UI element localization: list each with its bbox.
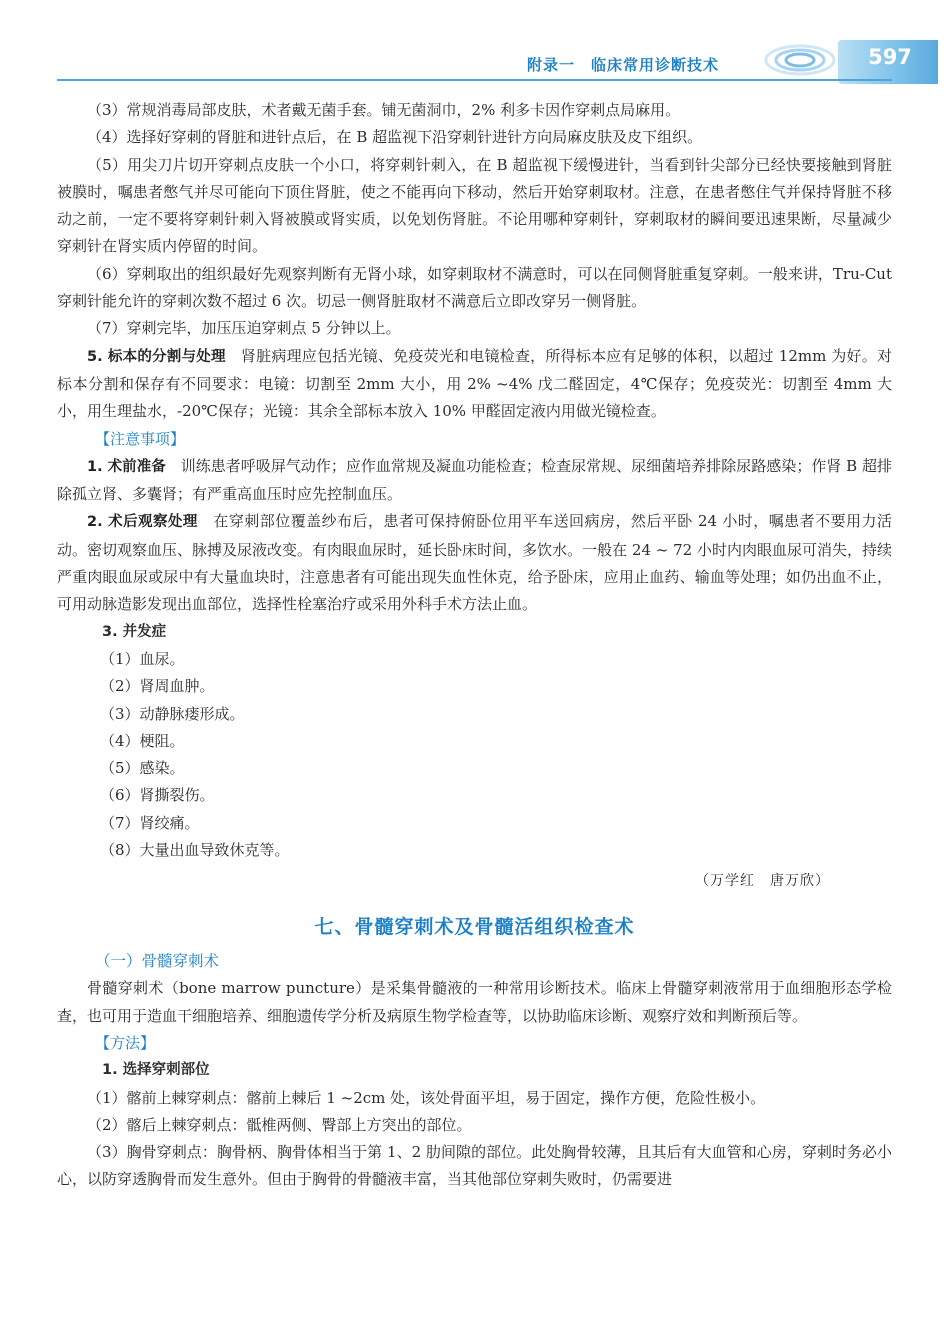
specimen-heading: 5. 标本的分割与处理 — [87, 348, 226, 365]
renal-step-3: （3）常规消毒局部皮肤，术者戴无菌手套。铺无菌洞巾，2% 利多卡因作穿刺点局麻用。 — [87, 101, 681, 119]
complication-item: （3）动静脉瘘形成。 — [100, 704, 245, 723]
header-title: 附录一 临床常用诊断技术 — [527, 56, 720, 74]
marrow-intro: 骨髓穿刺术（bone marrow puncture）是采集骨髓液的一种常用诊断技术。临床上骨髓穿刺液常用于血细胞形态学检查，也可用于造血干细胞培养、细胞遗传学分析及病原生物学检查等，以协助临床诊断、观察疗效和判断预后等。 — [57, 979, 892, 1025]
complication-item: （4）梗阻。 — [100, 731, 185, 750]
pre-op-heading: 1. 术前准备 — [87, 458, 166, 475]
subsection-title: （一）骨髓穿刺术 — [95, 952, 220, 971]
renal-step-7: （7）穿刺完毕，加压压迫穿刺点 5 分钟以上。 — [87, 319, 401, 338]
header-divider — [57, 79, 892, 81]
post-op-text: 在穿刺部位覆盖纱布后，患者可保持俯卧位用平车送回病房，然后平卧 24 小时，嘱患者不要用力活动。密切观察血压、脉搏及尿液改变。有肉眼血尿时，延长卧床时间，多饮水。一般在 24 ~ 72 小时内肉眼血尿可消失，持续严重肉眼血尿或尿中有大量血块时，注意患者有可能出现失血性休克，给予卧床，应用止血药、输血等处理；如仍出血不止，可用动脉造影发现出血部位，选择性栓塞治疗或采用外科手术方法止血。 — [57, 512, 892, 614]
complication-item: （7）肾绞痛。 — [100, 813, 200, 832]
site-item: （3）胸骨穿刺点：胸骨柄、胸骨体相当于第 1、2 肋间隙的部位。此处胸骨较薄，且其后有大血管和心房，穿刺时务必小心，以防穿透胸骨而发生意外。但由于胸骨的骨髓液丰富，当其他部位穿刺失败时，仍需要进 — [57, 1143, 892, 1189]
page-number: 597 — [868, 45, 912, 69]
site-item: （1）髂前上棘穿刺点：髂前上棘后 1 ~2cm 处，该处骨面平坦，易于固定，操作方便，危险性极小。 — [87, 1088, 766, 1107]
complication-item: （6）肾撕裂伤。 — [100, 786, 215, 805]
swirl-logo-icon — [760, 30, 840, 85]
complication-item: （2）肾周血肿。 — [100, 677, 215, 696]
pre-op-text: 训练患者呼吸屏气动作；应作血常规及凝血功能检查；检查尿常规、尿细菌培养排除尿路感染；作肾 B 超排除孤立肾、多囊肾；有严重高血压时应先控制血压。 — [57, 456, 892, 504]
notes-heading: 【注意事项】 — [95, 429, 186, 448]
method-heading: 【方法】 — [95, 1033, 156, 1052]
complication-item: （1）血尿。 — [100, 649, 185, 668]
site-item: （2）髂后上棘穿刺点：骶椎两侧、臀部上方突出的部位。 — [87, 1115, 472, 1134]
author-signature: （万学红 唐万欣） — [695, 873, 830, 890]
site-heading: 1. 选择穿刺部位 — [102, 1062, 210, 1079]
renal-step-4: （4）选择好穿刺的肾脏和进针点后，在 B 超监视下沿穿刺针进针方向局麻皮肤及皮下组织。 — [87, 128, 703, 147]
renal-step-5: （5）用尖刀片切开穿刺点皮肤一个小口，将穿刺针刺入，在 B 超监视下缓慢进针，当看到针尖部分已经快要接触到肾脏被膜时，嘱患者憋气并尽可能向下顶住肾脏，使之不能再向下移动，然后开始穿刺取材。注意，在患者憋住气并保持肾脏不移动之前，一定不要将穿刺针刺入肾被膜或肾实质，以免划伤肾脏。不论用哪种穿刺针，穿刺取材的瞬间要迅速果断，尽量减少穿刺针在肾实质内停留的时间。 — [57, 155, 892, 256]
page-header — [0, 0, 950, 95]
specimen-paragraph — [57, 343, 892, 426]
page-content — [57, 97, 892, 1194]
post-op-paragraph — [57, 508, 892, 618]
complication-item: （8）大量出血导致休克等。 — [100, 841, 290, 860]
post-op-heading: 2. 术后观察处理 — [87, 514, 198, 531]
pre-op-paragraph — [57, 453, 892, 509]
renal-step-6: （6）穿刺取出的组织最好先观察判断有无肾小球，如穿刺取材不满意时，可以在同侧肾脏重复穿刺。一般来讲，Tru-Cut 穿刺针能允许的穿刺次数不超过 6 次。切忌一侧肾脏取材不满意后立即改穿另一侧肾脏。 — [57, 264, 892, 311]
complication-item: （5）感染。 — [100, 759, 185, 778]
specimen-text: 肾脏病理应包括光镜、免疫荧光和电镜检查，所得标本应有足够的体积，以超过 12mm 为好。对标本分割和保存有不同要求：电镜：切割至 2mm 大小，用 2% ~4% 戊二醛固定，4℃保存；免疫荧光：切割至 4mm 大小，用生理盐水，-20℃保存；光镜：其余全部标本放入 10% 甲醛固定液内用做光镜检查。 — [57, 346, 892, 421]
section-title: 七、骨髓穿刺术及骨髓活组织检查术 — [314, 916, 635, 939]
complications-heading: 3. 并发症 — [102, 623, 167, 640]
